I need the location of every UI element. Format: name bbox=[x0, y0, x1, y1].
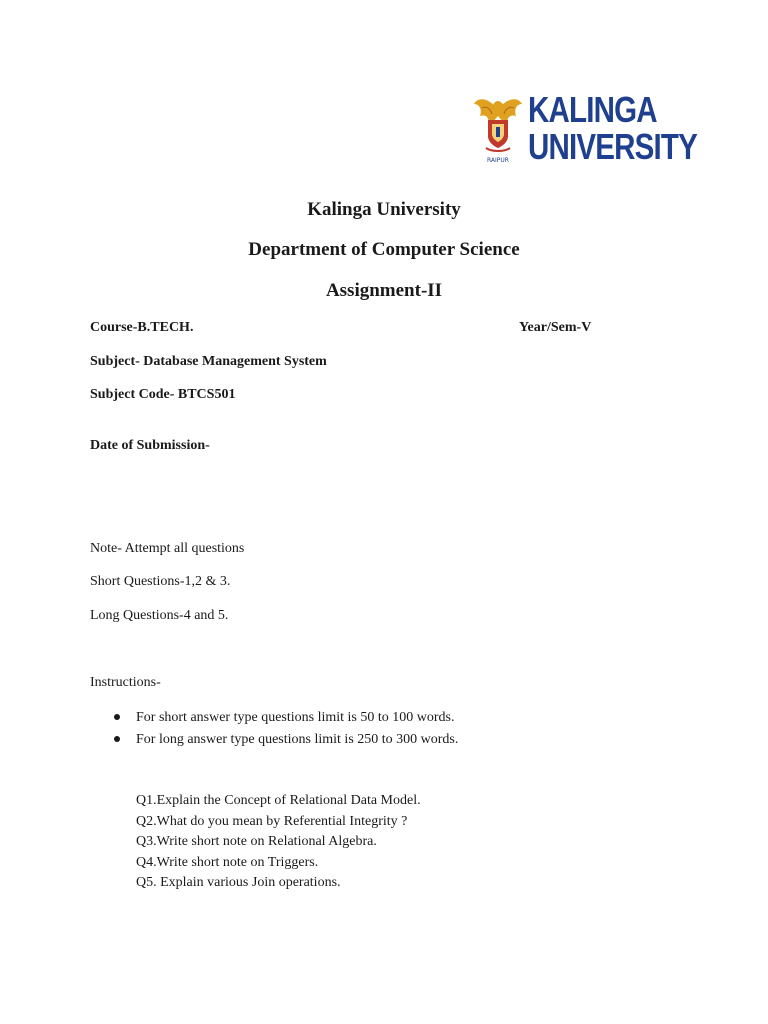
instruction-text: For short answer type questions limit is 50 to 100 words. bbox=[136, 710, 455, 725]
logo-wordmark bbox=[528, 88, 734, 167]
questions-list bbox=[136, 792, 421, 895]
bullet-icon bbox=[114, 714, 120, 720]
instruction-text: For long answer type questions limit is 250 to 300 words. bbox=[136, 732, 459, 747]
bullet-icon bbox=[114, 736, 120, 742]
short-questions-text: Short Questions-1,2 & 3. bbox=[90, 574, 231, 589]
question-item: Q5. Explain various Join operations. bbox=[136, 875, 341, 890]
assignment-title: Assignment-II bbox=[325, 280, 443, 301]
note-text: Note- Attempt all questions bbox=[90, 541, 245, 556]
university-title: Kalinga University bbox=[307, 199, 461, 220]
logo-line-kalinga: KALINGA bbox=[528, 88, 657, 130]
svg-text:RAIPUR: RAIPUR bbox=[487, 157, 509, 164]
question-item: Q4.Write short note on Triggers. bbox=[136, 854, 319, 870]
year-sem-label: Year/Sem-V bbox=[519, 320, 592, 335]
university-emblem-icon bbox=[472, 92, 524, 164]
instructions-title: Instructions- bbox=[90, 675, 161, 690]
instructions-list bbox=[112, 709, 458, 753]
subject-code-label: Subject Code- BTCS501 bbox=[90, 387, 236, 402]
department-title: Department of Computer Science bbox=[248, 239, 520, 260]
question-item: Q1.Explain the Concept of Relational Data Model. bbox=[136, 793, 421, 808]
university-logo bbox=[472, 88, 697, 167]
subject-label: Subject- Database Management System bbox=[90, 354, 327, 369]
list-item bbox=[112, 709, 458, 731]
question-item: Q3.Write short note on Relational Algebra. bbox=[136, 834, 377, 849]
course-label: Course-B.TECH. bbox=[90, 320, 194, 335]
question-item: Q2.What do you mean by Referential Integrity ? bbox=[136, 813, 408, 829]
submission-date-label: Date of Submission- bbox=[90, 438, 210, 453]
long-questions-text: Long Questions-4 and 5. bbox=[90, 608, 229, 623]
list-item bbox=[112, 731, 458, 753]
logo-line-university: UNIVERSITY bbox=[528, 125, 697, 167]
